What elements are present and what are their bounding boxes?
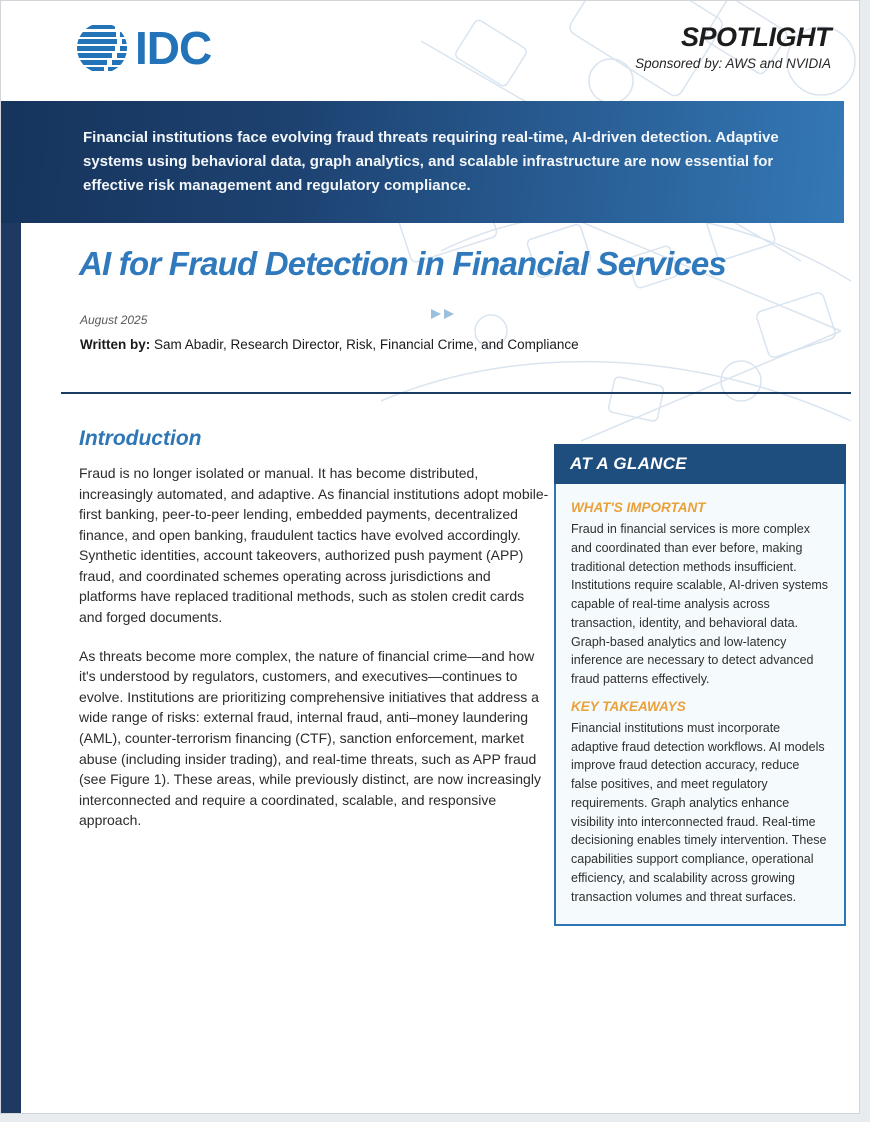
- blueprint-decoration: [281, 1, 860, 471]
- introduction-paragraph: Fraud is no longer isolated or manual. It has become distributed, increasingly automated, and adaptive. As financial institutions adopt mobile-first banking, peer-to-peer lending, embedded payments, decentralized finance, and open banking, fraudulent tactics have evolved accordingly. Synthetic identities, account takeovers, authorized push payment (APP) fraud, and coordinated schemes operating across jurisdictions and platforms have replaced traditional methods, such as stolen credit cards and forged documents.: [79, 465, 549, 626]
- byline-label: Written by:: [80, 337, 151, 352]
- summary-banner-text: Financial institutions face evolving fraud threats requiring real-time, AI-driven detection. Adaptive systems using behavioral data, graph analytics, and scalable infrastructure are now essential for effective risk management and regulatory compliance.: [83, 129, 779, 194]
- introduction-section: [79, 427, 549, 849]
- horizontal-divider: [61, 392, 851, 394]
- summary-banner: [1, 101, 844, 223]
- idc-logo-text: IDC: [135, 22, 212, 74]
- introduction-paragraph: As threats become more complex, the nature of financial crime—and how it's understood by regulators, customers, and executives—continues to evolve. Institutions are prioritizing comprehensive initiatives that address a wide range of risks: external fraud, internal fraud, anti–money laundering (AML), counter-terrorism financing (CTF), sanction enforcement, market abuse (including insider trading), and real-time threats, such as APP fraud (see Figure 1). These areas, while previously distinct, are now increasingly interconnected and require a coordinated, scalable, and responsive approach.: [79, 647, 541, 829]
- publication-date: August 2025: [80, 313, 148, 327]
- key-takeaways-heading: KEY TAKEAWAYS: [571, 698, 686, 714]
- at-a-glance-body: [554, 484, 846, 926]
- whats-important-heading: WHAT'S IMPORTANT: [571, 500, 706, 515]
- header-right: [635, 23, 831, 71]
- key-takeaways-text: Financial institutions must incorporate adaptive fraud detection workflows. AI models improve fraud detection accuracy, reduce false positives, and meet regulatory requirements. Graph analytics enhance visibility into interconnected fraud. Real-time decisioning enables timely intervention. These capabilities support compliance, operational efficiency, and scalability across growing transaction volumes and threat surfaces.: [571, 720, 827, 904]
- whats-important-text: Fraud in financial services is more complex and coordinated than ever before, making traditional detection methods insufficient. Institutions require scalable, AI-driven systems capable of real-time analysis across transaction, identity, and behavioral data. Graph-based analytics and low-latency inference are necessary to detect advanced fraud patterns effectively.: [571, 522, 829, 686]
- left-accent-bar: [1, 223, 21, 1114]
- spotlight-label: SPOTLIGHT: [681, 22, 831, 52]
- introduction-heading: Introduction: [79, 427, 202, 450]
- at-a-glance-header: AT A GLANCE: [554, 444, 846, 484]
- byline-author: Sam Abadir, Research Director, Risk, Financial Crime, and Compliance: [154, 337, 579, 352]
- sponsored-by: Sponsored by: AWS and NVIDIA: [635, 55, 831, 71]
- idc-globe-icon: [75, 21, 129, 75]
- at-a-glance-box: [554, 444, 846, 926]
- idc-logo: [75, 21, 211, 75]
- page-title: AI for Fraud Detection in Financial Services: [79, 245, 726, 282]
- byline: [80, 337, 579, 352]
